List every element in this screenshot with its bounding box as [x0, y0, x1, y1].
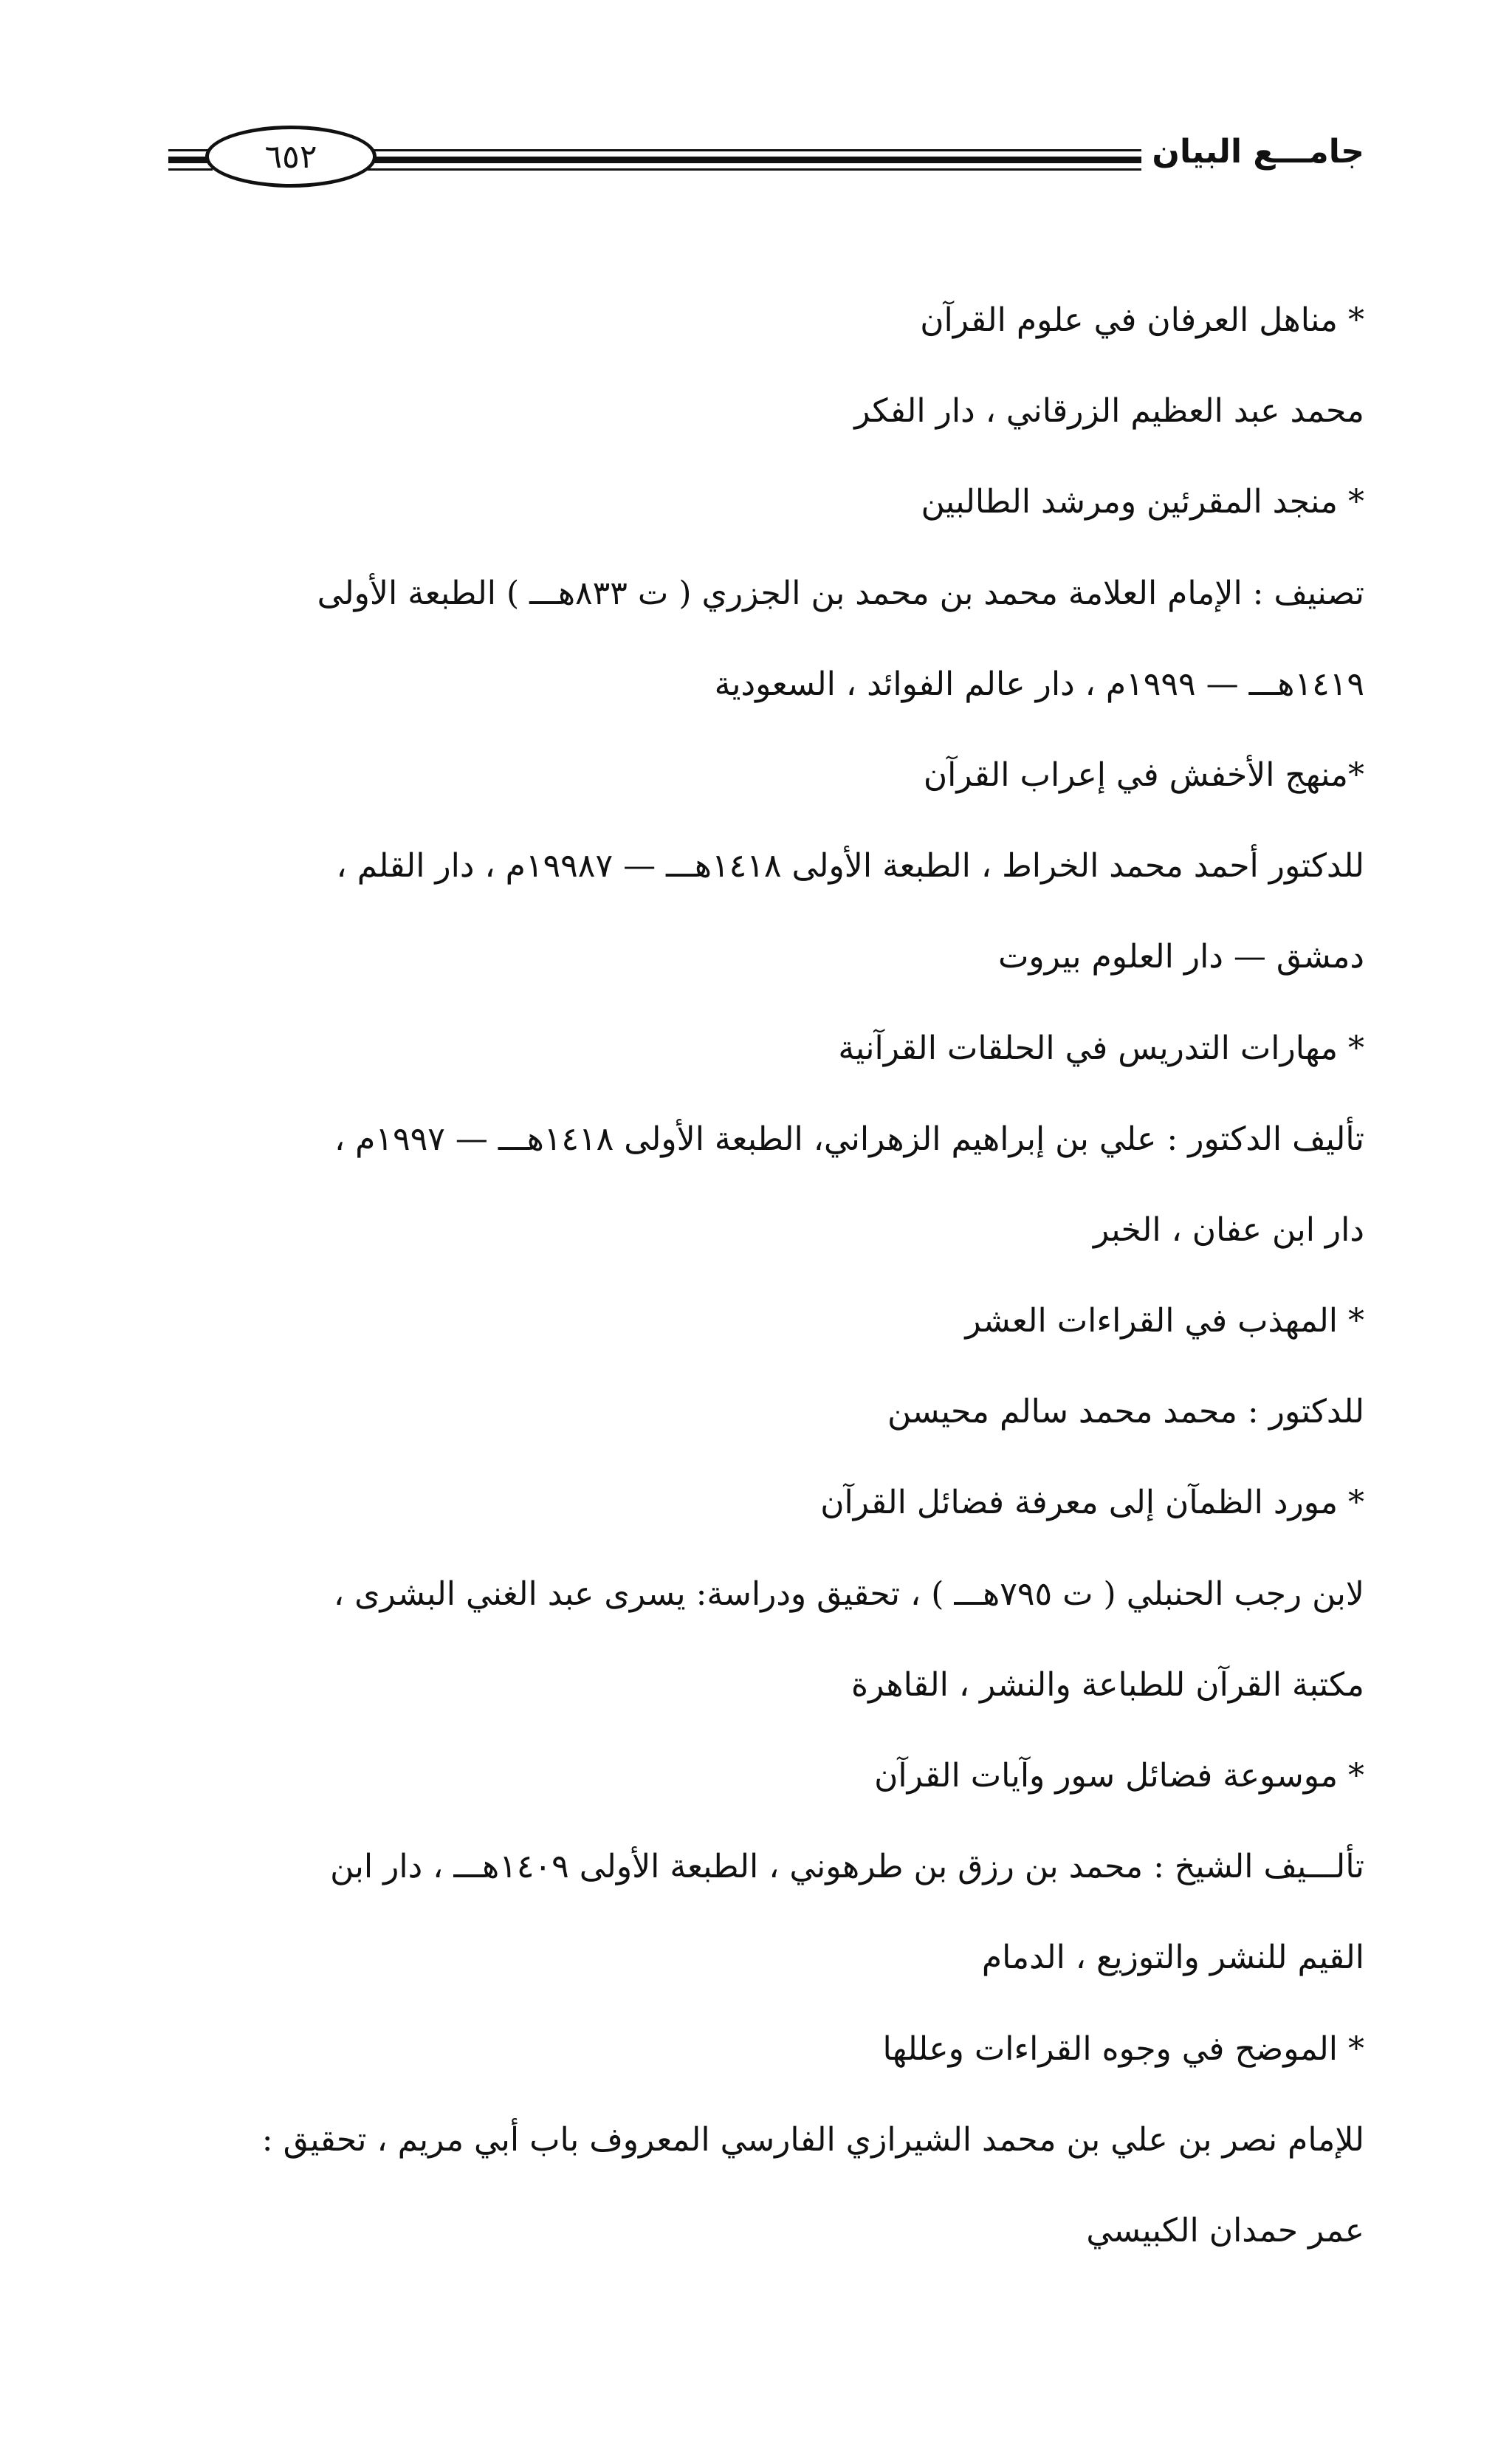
header-rule: [368, 157, 1195, 163]
entry-detail: دمشق — دار العلوم بيروت: [998, 938, 1364, 976]
entry-detail: ١٤١٩هـــ — ١٩٩٩م ، دار عالم الفوائد ، السعودية: [714, 665, 1364, 703]
header-rule: [368, 149, 1195, 151]
entry-detail: تصنيف : الإمام العلامة محمد بن محمد بن الجزري ( ت ٨٣٣هـــ ) الطبعة الأولى: [317, 574, 1364, 612]
entry-detail: للإمام نصر بن علي بن محمد الشيرازي الفارسي المعروف باب أبي مريم ، تحقيق :: [261, 2120, 1364, 2159]
running-title: جامـــع البيان: [1141, 130, 1364, 174]
page-header: [168, 124, 1364, 205]
entry-detail: لابن رجب الحنبلي ( ت ٧٩٥هـــ ) ، تحقيق ودراسة: يسرى عبد الغني البشرى ،: [333, 1575, 1364, 1613]
page-number: ٦٥٢: [264, 137, 317, 176]
entry-detail: عمر حمدان الكبيسي: [1086, 2211, 1364, 2250]
entry-title: * موسوعة فضائل سور وآيات القرآن: [874, 1757, 1364, 1795]
entry-detail: تألـــيف الشيخ : محمد بن رزق بن طرهوني ، الطبعة الأولى ١٤٠٩هـــ ، دار ابن: [330, 1848, 1364, 1886]
entry-detail: مكتبة القرآن للطباعة والنشر ، القاهرة: [851, 1665, 1364, 1704]
entry-detail: دار ابن عفان ، الخبر: [1093, 1210, 1364, 1249]
entry-title: * الموضح في وجوه القراءات وعللها: [882, 2029, 1364, 2068]
entry-detail: محمد عبد العظيم الزرقاني ، دار الفكر: [854, 392, 1364, 431]
entry-detail: للدكتور أحمد محمد الخراط ، الطبعة الأولى ١٤١٨هـــ — ١٩٩٨٧م ، دار القلم ،: [336, 847, 1364, 885]
entry-detail: القيم للنشر والتوزيع ، الدمام: [981, 1939, 1364, 1977]
header-rule: [368, 168, 1195, 171]
page-number-frame: [205, 126, 377, 188]
entry-title: * مناهل العرفان في علوم القرآن: [920, 301, 1364, 339]
entry-title: * المهذب في القراءات العشر: [965, 1302, 1364, 1340]
bibliography-list: [146, 275, 1364, 2276]
entry-title: * منجد المقرئين ومرشد الطالبين: [921, 483, 1364, 521]
entry-detail: للدكتور : محمد محمد سالم محيسن: [887, 1393, 1364, 1431]
header-rule: [168, 168, 213, 171]
entry-title: * مورد الظمآن إلى معرفة فضائل القرآن: [820, 1484, 1364, 1522]
entry-detail: تأليف الدكتور : علي بن إبراهيم الزهراني، الطبعة الأولى ١٤١٨هـــ — ١٩٩٧م ،: [334, 1120, 1364, 1158]
entry-title: * مهارات التدريس في الحلقات القرآنية: [838, 1029, 1364, 1067]
entry-title: *منهج الأخفش في إعراب القرآن: [923, 756, 1364, 794]
